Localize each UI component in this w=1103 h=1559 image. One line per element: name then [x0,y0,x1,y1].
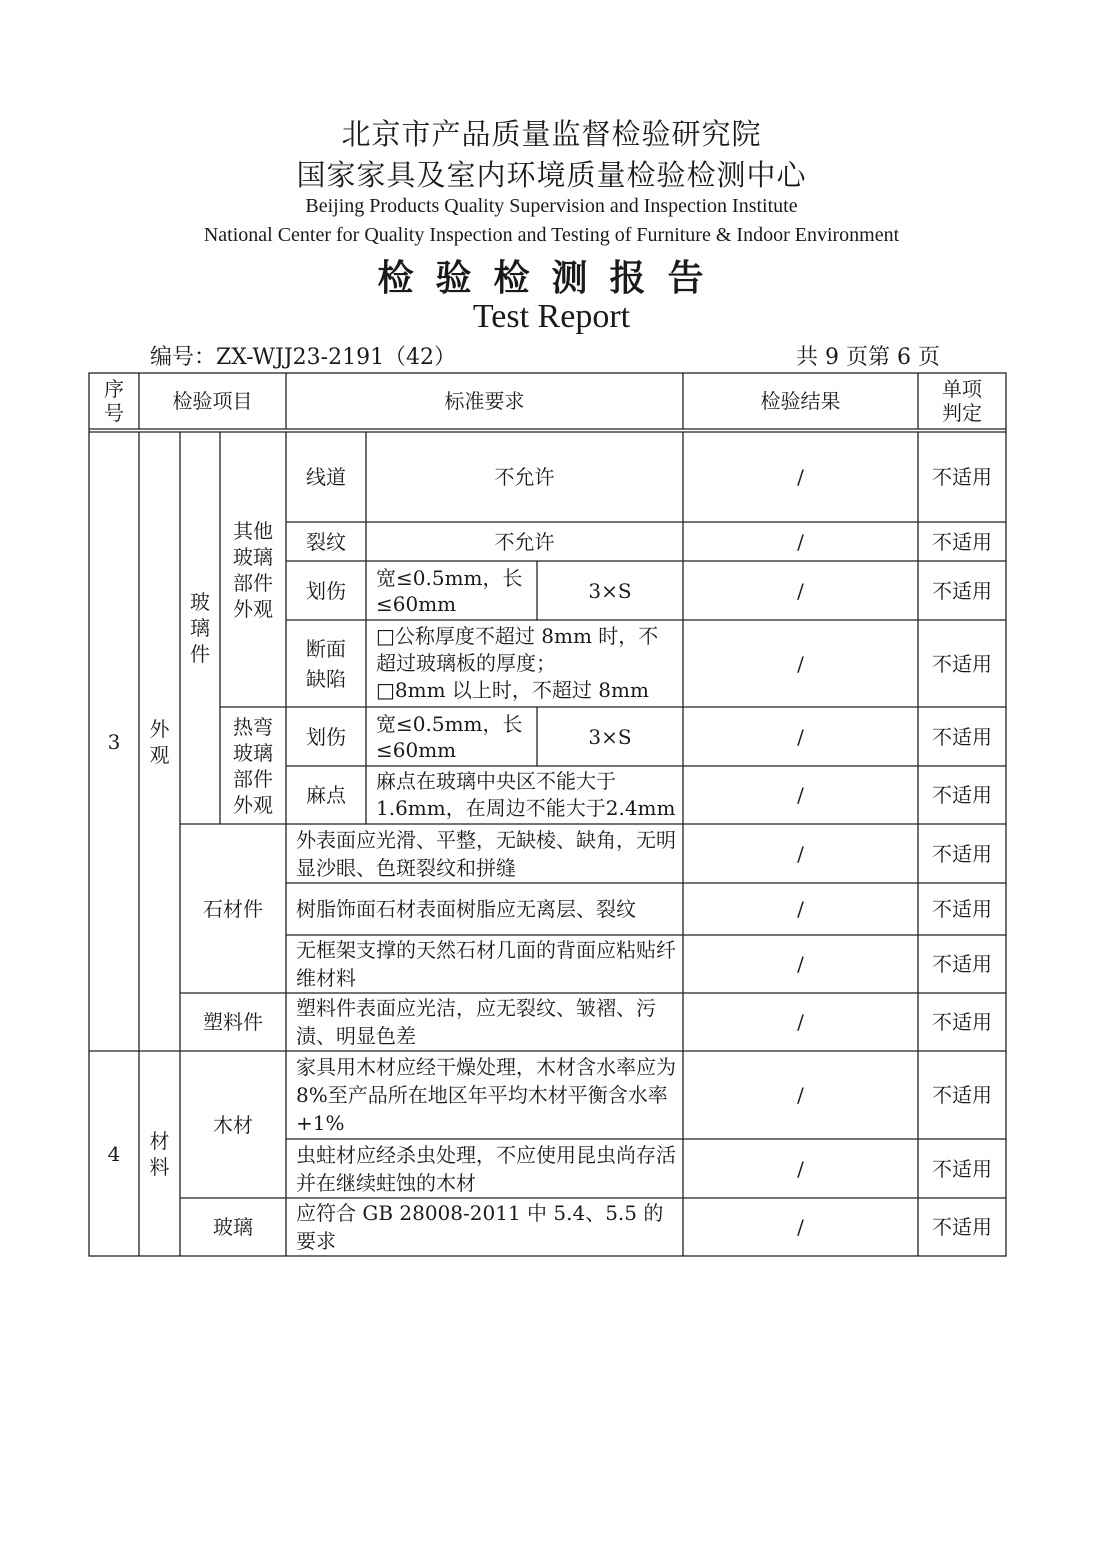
row4-requirement-line1: □公称厚度不超过 8mm 时，不超过玻璃板的厚度； [376,624,659,675]
row13-requirement: 应符合 GB 28008-2011 中 5.4、5.5 的要求 [296,1201,664,1253]
row3-requirement-a: 宽≤0.5mm，长≤60mm [376,565,523,616]
report-title-cn: 检验检测报告 [377,258,726,299]
header-requirement: 标准要求 [444,389,525,413]
row12-judgement: 不适用 [932,1156,992,1181]
row3-requirement-b: 3×S [588,578,632,603]
subgroup-stone: 石材件 [203,896,263,921]
row10-judgement: 不适用 [932,1010,992,1034]
row5-item: 划伤 [306,724,346,749]
row4-judgement: 不适用 [932,651,992,676]
row4-requirement [366,620,683,707]
row5-result: / [797,724,804,749]
group-seq-3: 3 [107,729,121,754]
row8-result: / [797,897,804,921]
row9-result: / [797,952,804,976]
subgroup-wood: 木材 [213,1112,253,1137]
center-name-en: National Center for Quality Inspection and Testing of Furniture & Indoor Environment [203,224,900,246]
row3-item: 划伤 [306,578,346,603]
row1-result: / [797,465,804,489]
row2-requirement: 不允许 [494,529,555,554]
row3-judgement: 不适用 [932,578,992,603]
row8-judgement: 不适用 [932,897,992,921]
row1-judgement: 不适用 [932,465,992,489]
row5-requirement-b: 3×S [588,724,632,749]
row4-result: / [797,651,804,676]
header-result: 检验结果 [760,389,841,413]
row7-requirement: 外表面应光滑、平整，无缺棱、缺角，无明显沙眼、色斑裂纹和拼缝 [296,827,676,880]
institute-name-cn: 北京市产品质量监督检验研究院 [341,117,762,151]
center-name-cn: 国家家具及室内环境质量检验检测中心 [296,158,807,192]
report-number: 编号：ZX-WJJ23-2191（42） [150,345,457,370]
subgroup-bent-glass: 热弯玻璃部件外观 [233,714,273,817]
row4-requirement-line2: □8mm 以上时，不超过 8mm [376,678,649,702]
row5-judgement: 不适用 [932,724,992,749]
group-name-material: 材料 [149,1128,170,1179]
row11-result: / [797,1083,804,1107]
subgroup-plastic: 塑料件 [203,1010,263,1034]
subgroup-glass-material: 玻璃 [213,1215,253,1239]
row11-requirement: 家具用木材应经干燥处理，木材含水率应为 8%至产品所在地区年平均木材平衡含水率+1% [296,1055,676,1135]
row9-judgement: 不适用 [932,952,992,976]
group-name-appearance: 外观 [149,716,170,767]
row8-requirement: 树脂饰面石材表面树脂应无离层、裂纹 [296,896,636,921]
subgroup-glass: 玻璃件 [190,590,210,666]
header-seq: 序号 [104,377,124,425]
row2-result: / [797,529,804,554]
row4-item: 断面缺陷 [306,636,346,691]
row9-requirement: 无框架支撑的天然石材几面的背面应粘贴纤维材料 [296,938,676,990]
row6-item: 麻点 [306,783,346,807]
row12-requirement: 虫蛀材应经杀虫处理，不应使用昆虫尚存活并在继续蛀蚀的木材 [296,1142,676,1195]
row2-judgement: 不适用 [932,529,992,554]
row6-result: / [797,783,804,807]
group-seq-4: 4 [107,1141,121,1166]
subgroup-other-glass: 其他玻璃部件外观 [233,518,273,621]
row13-judgement: 不适用 [932,1215,992,1239]
row10-result: / [797,1010,804,1034]
row1-requirement: 不允许 [494,465,555,489]
row11-judgement: 不适用 [932,1083,992,1107]
row5-requirement-a: 宽≤0.5mm，长≤60mm [376,711,523,762]
institute-name-en: Beijing Products Quality Supervision and Inspection Institute [305,195,798,217]
header-item: 检验项目 [172,389,253,413]
row2-item: 裂纹 [306,529,346,554]
row10-requirement: 塑料件表面应光洁，应无裂纹、皱褶、污渍、明显色差 [296,996,656,1048]
report-title-en: Test Report [472,298,631,335]
row7-result: / [797,841,804,866]
row13-result: / [797,1215,804,1239]
row1-item: 线道 [306,465,346,489]
row6-judgement: 不适用 [932,783,992,807]
row3-result: / [797,578,804,603]
row7-judgement: 不适用 [932,841,992,866]
page-indicator: 共 9 页第 6 页 [796,345,940,370]
header-judgement: 单项判定 [942,377,982,425]
row12-result: / [797,1156,804,1181]
row6-requirement: 麻点在玻璃中央区不能大于1.6mm，在周边不能大于2.4mm [376,769,676,820]
